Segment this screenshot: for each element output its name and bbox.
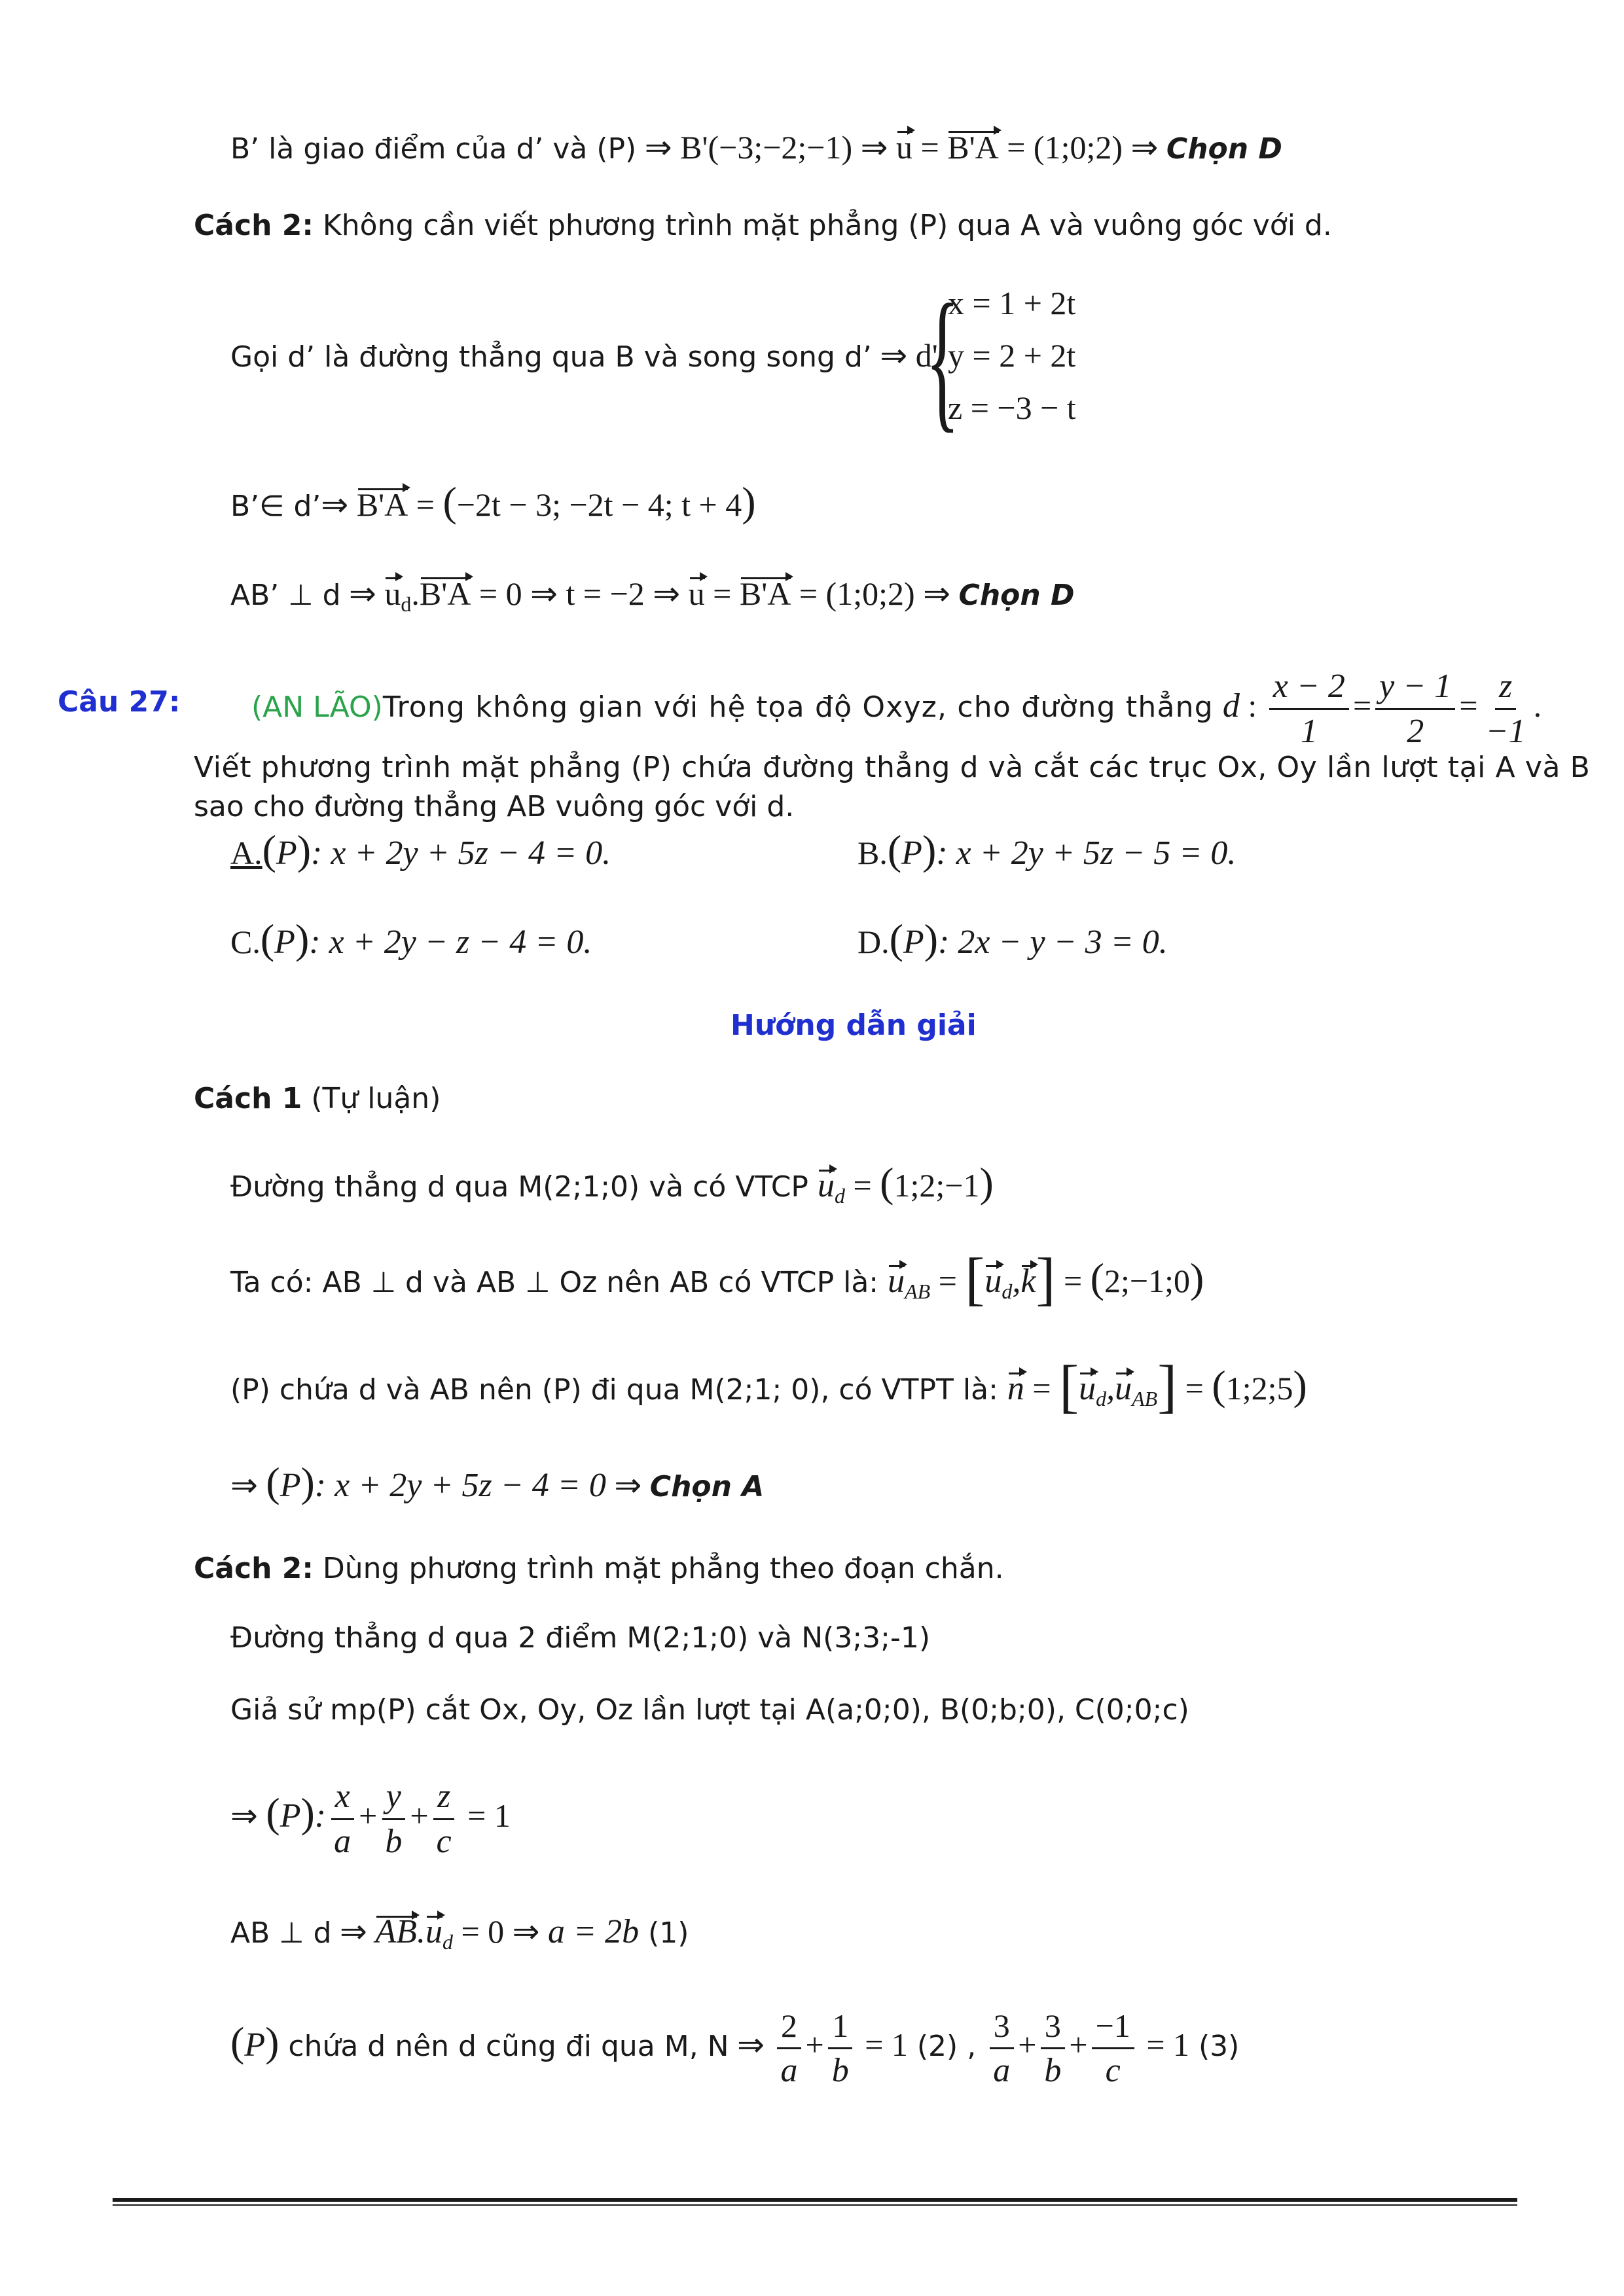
question-stem-line-2: Viết phương trình mặt phẳng (P) chứa đường thẳng d và cắt các trục Ox, Oy lần lượt tại A và B — [194, 751, 1591, 784]
question-source: (AN LÃO) — [251, 691, 383, 724]
system-brace: { — [926, 272, 960, 446]
c1-normal-vector: (P) chứa d và AB nên (P) đi qua M(2;1; 0), có VTPT là: $n = [u_d,u_{AB}]$ = (1;2;5) — [230, 1354, 1307, 1419]
line-ab-prime-perp: AB’ ⊥ d ⇒ $u_d.B'A = 0$ ⇒ t = −2 ⇒ u = B'A = (1;0;2) ⇒ Chọn D — [230, 575, 1075, 616]
c2-intercept-equation: ⇒ (P): $\frac{x}{a}$ + $\frac{y}{b}$ + $\frac{z}{c}$ = 1 — [230, 1767, 511, 1863]
fraction-z: $\frac{z}{-1}$ — [1482, 665, 1530, 753]
c2-line-points: Đường thẳng d qua 2 điểm M(2;1;0) và N(3;3;-1) — [230, 1621, 930, 1655]
fraction-y: $\frac{y - 1}{2}$ — [1375, 665, 1455, 753]
answer-choice: Chọn D — [958, 579, 1075, 612]
footer-rule — [113, 2198, 1517, 2202]
system-eq-y: y = 2 + 2t — [948, 337, 1076, 374]
answer-choice: Chọn A — [649, 1470, 765, 1503]
c1-ab-vector: Ta có: AB ⊥ d và AB ⊥ Oz nên AB có VTCP là: $u_{AB} = [u_d,k]$ = (2;−1;0) — [230, 1247, 1204, 1312]
vector-b-prime-a: B'A — [947, 129, 999, 166]
method-2-heading: Cách 2: Không cần viết phương trình mặt phẳng (P) qua A và vuông góc với d. — [194, 209, 1332, 242]
fraction-x: $\frac{x - 2}{1}$ — [1269, 665, 1349, 753]
question-stem-line-1: (AN LÃO)Trong không gian với hệ tọa độ Oxyz, cho đường thẳng d : $\frac{x - 2}{1}$ = $\frac{y - 1}{2}$ = $\frac{z}{-1}$ . — [251, 665, 1542, 753]
line-b-prime-on-d: B’∈ d’⇒ B'A = (−2t − 3; −2t − 4; t + 4) — [230, 478, 756, 525]
option-c: C.(P): x + 2y − z − 4 = 0. — [230, 916, 592, 962]
question-stem-line-3: sao cho đường thẳng AB vuông góc với d. — [194, 790, 795, 823]
system-eq-z: z = −3 − t — [948, 389, 1076, 426]
question-label: Câu 27: — [58, 685, 181, 719]
c2-contains-d: (P) chứa d nên d cũng đi qua M, N ⇒ $\frac{2}{a}$ + $\frac{1}{b}$ = 1 (2) , $\frac{3}{a}$ + $\frac{3}{b}$ + $\frac{-1}{c}$ = 1 (3) — [230, 1996, 1239, 2092]
answer-choice: Chọn D — [1166, 132, 1282, 166]
system-eq-x: x = 1 + 2t — [948, 285, 1076, 321]
c2-intercepts: Giả sử mp(P) cắt Ox, Oy, Oz lần lượt tại A(a;0;0), B(0;b;0), C(0;0;c) — [230, 1693, 1189, 1727]
method-2-intercept-heading: Cách 2: Dùng phương trình mặt phẳng theo đoạn chắn. — [194, 1552, 1004, 1585]
line-d-prime-definition: Gọi d’ là đường thẳng qua B và song song d’ ⇒ d' — [230, 337, 938, 374]
option-d: D.(P): 2x − y − 3 = 0. — [857, 916, 1168, 962]
option-a: A.(P): x + 2y + 5z − 4 = 0. — [230, 827, 611, 873]
c1-direction-vector: Đường thẳng d qua M(2;1;0) và có VTCP $u_d$ = (1;2;−1) — [230, 1159, 994, 1208]
vector-u: u — [896, 129, 913, 166]
c2-perpendicular-condition: AB ⊥ d ⇒ $AB.u_d = 0$ ⇒ a = 2b (1) — [230, 1913, 689, 1954]
c1-conclusion: ⇒ (P): x + 2y + 5z − 4 = 0 ⇒ Chọn A — [230, 1459, 765, 1505]
option-b: B.(P): x + 2y + 5z − 5 = 0. — [857, 827, 1236, 873]
method-1-heading: Cách 1 (Tự luận) — [194, 1082, 441, 1115]
solution-heading: Hướng dẫn giải — [731, 1009, 977, 1042]
line-b-prime-intersection: B’ là giao điểm của d’ và (P) ⇒ B'(−3;−2;−1) ⇒ u = B'A = (1;0;2) ⇒ Chọn D — [230, 129, 1282, 166]
